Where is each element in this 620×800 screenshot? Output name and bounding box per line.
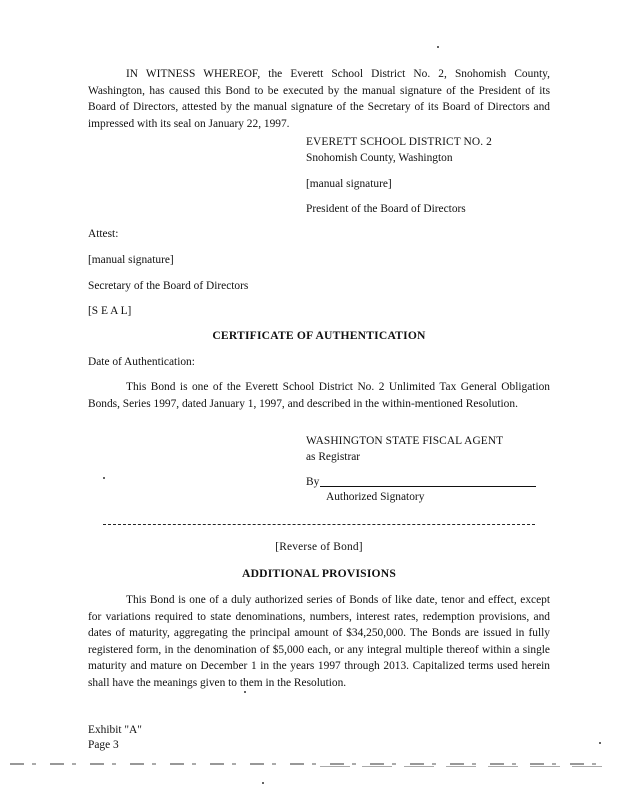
president-title: President of the Board of Directors [306,203,466,215]
by-label: By [306,476,320,488]
attest-label: Attest: [88,228,119,240]
secretary-signature: [manual signature] [88,254,174,266]
additional-provisions-paragraph: This Bond is one of a duly authorized series of Bonds of like date, tenor and effect, except for variations required to state denominations, numbers, interest rates, redemption provisions, and dates of maturity, aggregating the principal amount of $34,250,000. The Bonds are issued in fully registered form, in the denomination of $5,000 each, or any integral multiple thereof within a single maturity and mature on December 1 in the years 1997 through 2013. Capitalized terms used herein shall have the meanings given to them in the Resolution. [88,594,550,689]
scan-speck [437,46,439,48]
authorized-signatory-label: Authorized Signatory [326,491,425,503]
scan-speck [103,477,105,479]
district-name: EVERETT SCHOOL DISTRICT NO. 2 [306,136,492,148]
signature-line [320,486,536,487]
authentication-date-label: Date of Authentication: [88,356,195,368]
reverse-of-bond-label: [Reverse of Bond] [275,541,363,553]
scan-speck [244,691,246,693]
president-signature: [manual signature] [306,178,392,190]
scan-speck [262,782,264,784]
additional-provisions-heading: ADDITIONAL PROVISIONS [242,567,396,580]
certificate-heading: CERTIFICATE OF AUTHENTICATION [212,329,426,342]
witness-paragraph: IN WITNESS WHEREOF, the Everett School District No. 2, Snohomish County, Washington, has caused this Bond to be executed by the manual signature of the President of its Board of Directors, attested by the manual signature of the Secretary of its Board of Directors and impressed with its seal on January 22, 1997. [88,68,550,130]
fiscal-agent-name: WASHINGTON STATE FISCAL AGENT [306,435,504,447]
fiscal-agent-role: as Registrar [306,451,361,463]
dashed-separator [103,524,535,525]
page-number: Page 3 [88,739,119,751]
scan-speck [599,742,601,744]
seal-placeholder: [S E A L] [88,305,132,317]
district-location: Snohomish County, Washington [306,152,453,164]
secretary-title: Secretary of the Board of Directors [88,280,249,292]
scan-artifact-edge [320,766,610,767]
exhibit-label: Exhibit "A" [88,724,142,736]
scan-artifact-edge [10,763,610,765]
certificate-paragraph: This Bond is one of the Everett School District No. 2 Unlimited Tax General Obligation Bonds, Series 1997, dated January 1, 1997, and described in the within-mentioned Resolution. [88,381,550,410]
